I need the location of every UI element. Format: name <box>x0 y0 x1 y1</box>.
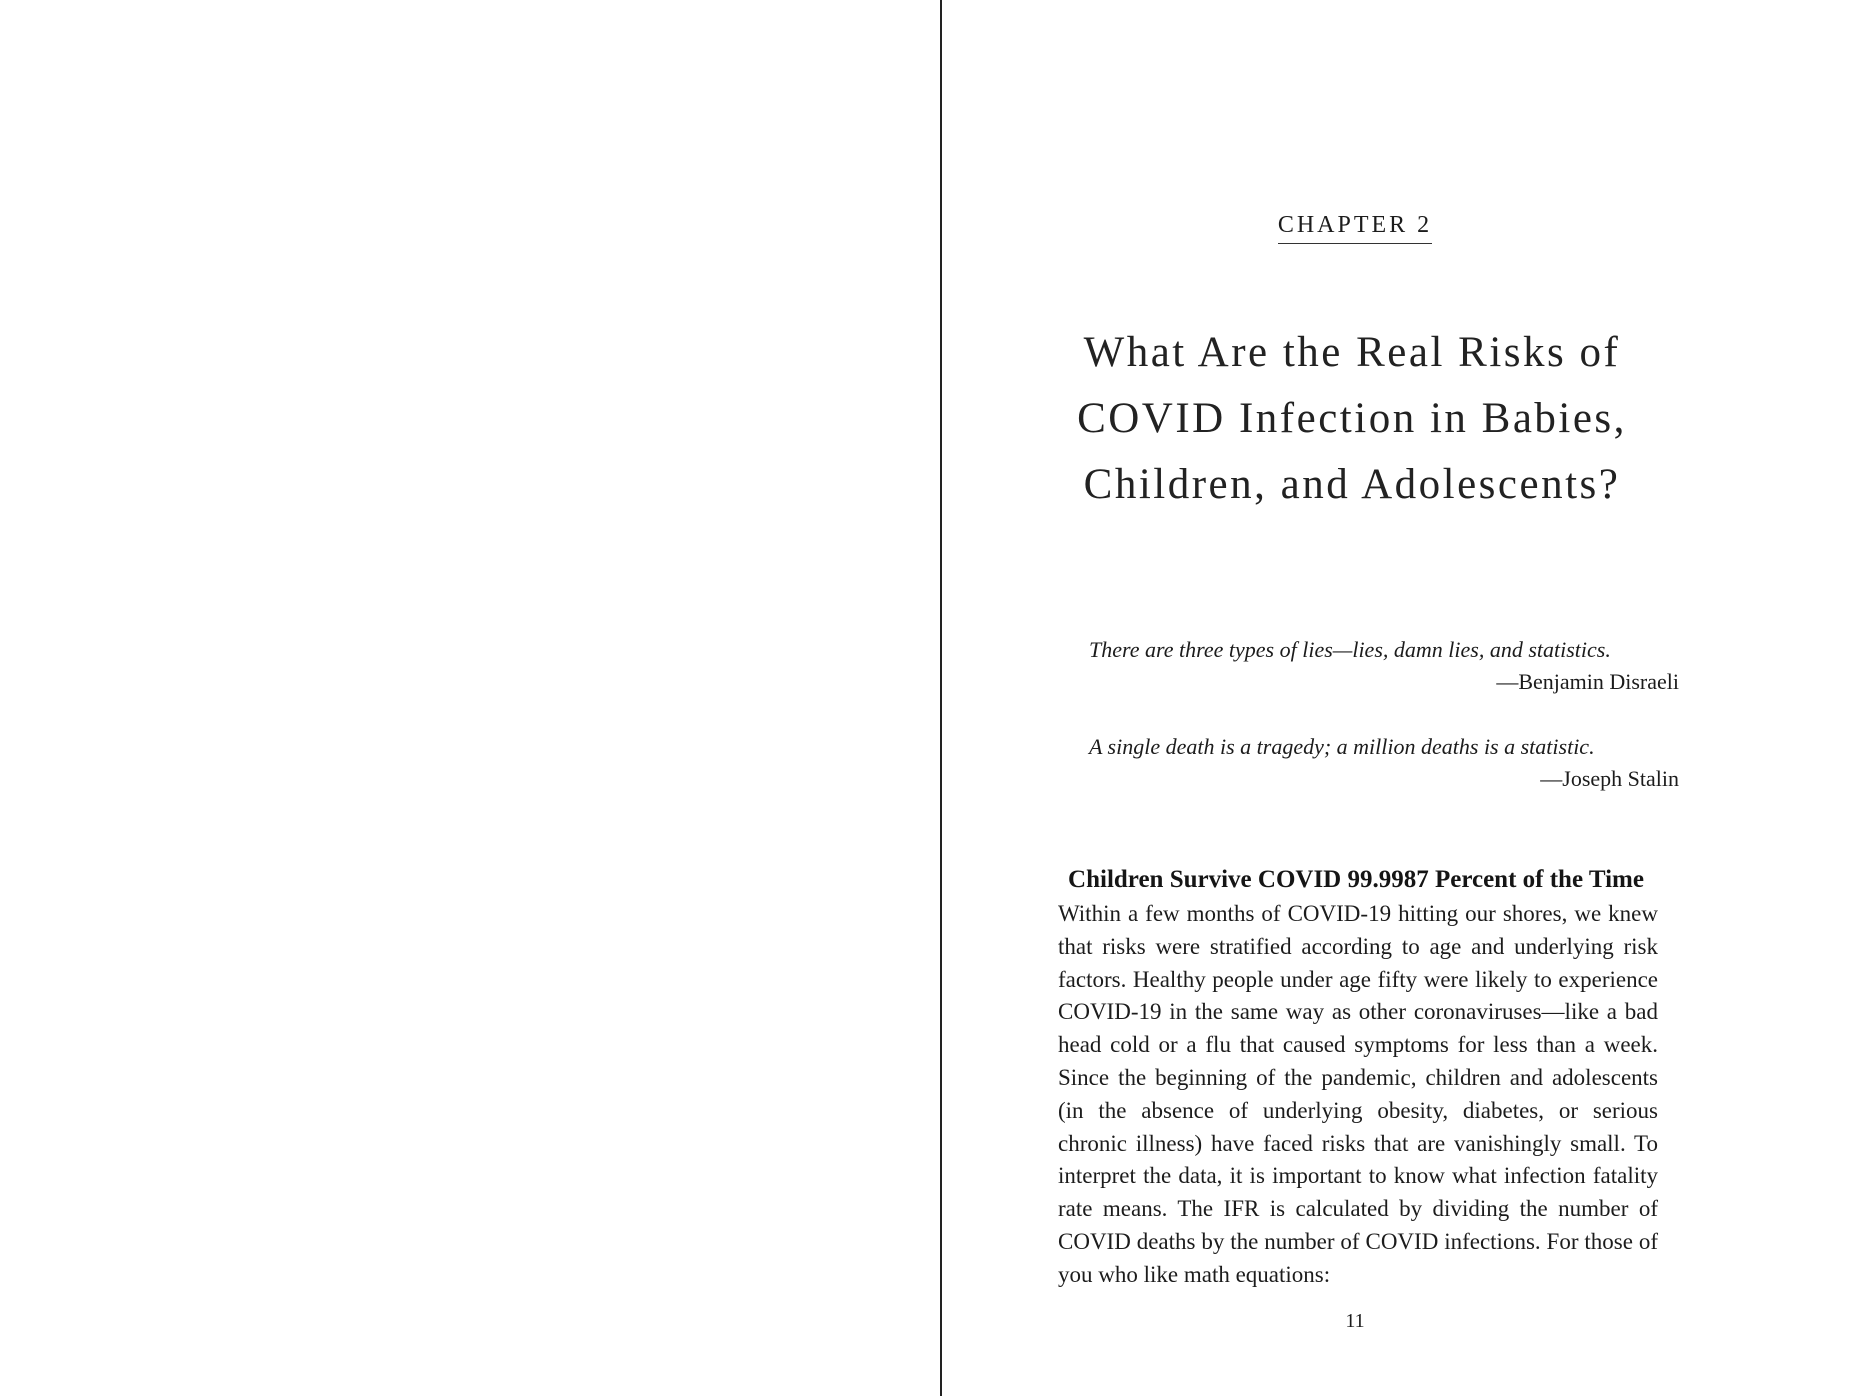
body-paragraph: Within a few months of COVID-19 hitting our shores, we knew that risks were stratified according to age and underlying risk factors. Healthy people under age fifty were likely to experience COVID-19 in the same way as other coronaviruses—like a bad head cold or a flu that caused symptoms for less than a week. Since the beginning of the pandemic, children and adolescents (in the absence of underlying obesity, diabetes, or serious chronic illness) have faced risks that are vanishingly small. To interpret the data, it is important to know what infection fatality rate means. The IFR is calculated by dividing the number of COVID deaths by the number of COVID infections. For those of you who like math equations: <box>1058 901 1658 1287</box>
section-heading: Children Survive COVID 99.9987 Percent of the Time <box>1068 866 1644 893</box>
chapter-label <box>942 212 1768 244</box>
chapter-label-text: CHAPTER 2 <box>1278 212 1432 244</box>
chapter-title: What Are the Real Risks of COVID Infection in Babies, Children, and Adolescents? <box>1077 329 1627 508</box>
page-number: 11 <box>1345 1310 1365 1332</box>
right-page <box>942 0 1862 1396</box>
epigraph-attribution: —Benjamin Disraeli <box>1496 669 1679 694</box>
epigraph-quote: There are three types of lies—lies, damn lies, and statistics. <box>1089 637 1611 662</box>
epigraph-2 <box>1089 731 1679 795</box>
epigraph-attribution: —Joseph Stalin <box>1540 766 1679 791</box>
epigraph-quote: A single death is a tragedy; a million deaths is a statistic. <box>1089 734 1595 759</box>
epigraph-1 <box>1089 634 1679 698</box>
